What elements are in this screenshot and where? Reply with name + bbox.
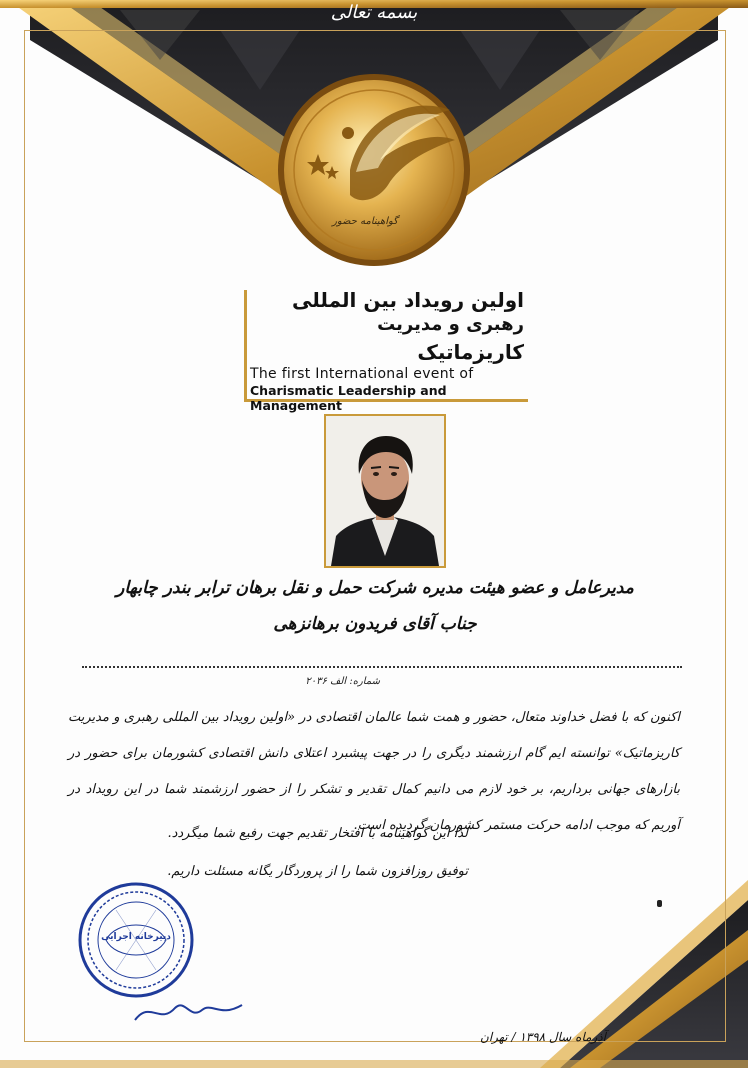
event-title-fa-line3: کاریزماتیک: [417, 340, 524, 364]
event-title-fa-line1: اولین رویداد بین المللی: [292, 288, 524, 312]
recipient-name: جناب آقای فریدون برهانزهی: [273, 614, 477, 634]
recipient-photo: [324, 414, 446, 568]
medal-label: گواهینامه حضور: [332, 216, 398, 227]
event-title-fa-line2: رهبری و مدیریت: [377, 314, 524, 335]
closing-line-1: لذا این گواهینامه با افتخار تقدیم جهت رفیع شما میگردد.: [167, 826, 468, 841]
title-accent-bar: [244, 290, 247, 400]
event-title-block: [244, 288, 528, 413]
certificate-body-text: اکنون که با فضل خداوند متعال، حضور و همت شما عالمان اقتصادی در «اولین رویداد بین المللی رهبری و مدیریت کاریزماتیک» توانسته ایم گام ارزشمند دیگری را در جهت پیشبرد اعتلای دانش اقتصادی کشورمان برای حضور در بازارهای جهانی برداریم، بر خود لازم می دانیم کمال تقدیر و تشکر را از حضور ارزشمند شما در این رویداد در آوریم که موجب ادامه حرکت مستمر کشورمان گردیده است.: [68, 710, 680, 833]
portrait-illustration: [326, 416, 444, 566]
ink-dot: [657, 900, 662, 907]
event-title-en-line1: The first International event of: [250, 366, 474, 382]
seal-label: دبیرخانه اجرایی: [101, 932, 171, 942]
handwritten-signature: [130, 990, 250, 1030]
closing-line-2: توفیق روزافزون شما را از پروردگار یگانه مسئلت داریم.: [167, 864, 468, 879]
issue-date: آذرماه سال ۱۳۹۸ / تهران: [480, 1030, 606, 1044]
recipient-position: مدیرعامل و عضو هیئت مدیره شرکت حمل و نقل برهان ترابر بندر چابهار: [116, 578, 634, 598]
basmala-heading: بسمه تعالی: [330, 2, 418, 23]
event-title-en-line2: Charismatic Leadership and Management: [250, 383, 447, 413]
certificate-number: شماره: الف ۲۰۳۶: [305, 676, 380, 687]
dotted-divider: [82, 666, 682, 668]
